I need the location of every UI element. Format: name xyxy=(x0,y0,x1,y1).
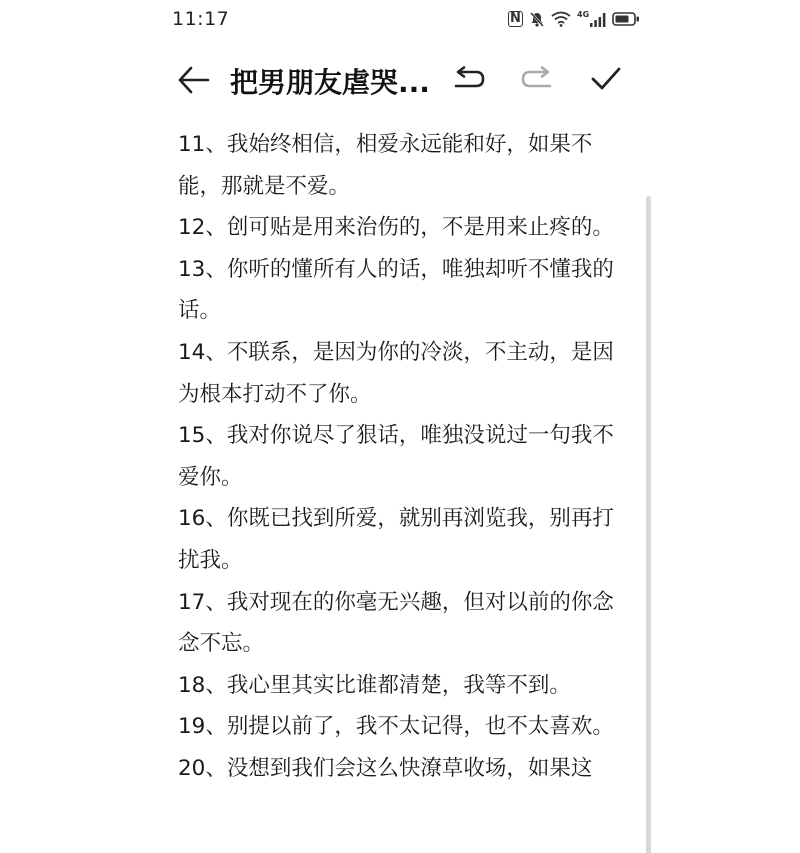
signal-4g-icon xyxy=(577,11,606,27)
status-icons xyxy=(508,9,640,29)
paragraph-11[interactable]: 11、我始终相信，相爱永远能和好，如果不能，那就是不爱。 xyxy=(178,132,593,199)
nfc-icon: N xyxy=(508,11,523,27)
redo-button[interactable] xyxy=(520,66,554,94)
scrollbar[interactable] xyxy=(646,196,651,853)
paragraph-20[interactable]: 20、没想到我们会这么快潦草收场，如果这 xyxy=(178,755,593,781)
undo-button[interactable] xyxy=(452,66,486,94)
editor-toolbar xyxy=(0,50,800,110)
document-title: 把男朋友虐哭... xyxy=(230,66,430,99)
paragraph-17[interactable]: 17、我对现在的你毫无兴趣，但对以前的你念念不忘。 xyxy=(178,589,614,657)
redo-icon xyxy=(520,66,554,94)
paragraph-15[interactable]: 15、我对你说尽了狠话，唯独没说过一句我不爱你。 xyxy=(178,423,614,490)
check-icon xyxy=(590,64,622,94)
wifi-icon xyxy=(551,11,571,27)
document-body[interactable] xyxy=(178,124,618,790)
network-label: 4G xyxy=(577,10,590,19)
status-time: 11:17 xyxy=(172,8,230,30)
paragraph-19[interactable]: 19、别提以前了，我不太记得，也不太喜欢。 xyxy=(178,714,614,740)
mute-icon xyxy=(529,11,545,27)
arrow-left-icon xyxy=(176,64,212,96)
confirm-button[interactable] xyxy=(590,64,622,94)
paragraph-13[interactable]: 13、你听的懂所有人的话，唯独却听不懂我的话。 xyxy=(178,256,614,324)
back-button[interactable] xyxy=(176,64,212,96)
undo-icon xyxy=(452,66,486,94)
paragraph-12[interactable]: 12、创可贴是用来治伤的，不是用来止疼的。 xyxy=(178,215,614,241)
paragraph-18[interactable]: 18、我心里其实比谁都清楚，我等不到。 xyxy=(178,672,571,698)
status-bar xyxy=(0,0,800,40)
battery-icon xyxy=(612,11,640,27)
paragraph-16[interactable]: 16、你既已找到所爱，就别再浏览我，别再打扰我。 xyxy=(178,506,614,573)
paragraph-14[interactable]: 14、不联系，是因为你的冷淡，不主动，是因为根本打动不了你。 xyxy=(178,339,614,407)
